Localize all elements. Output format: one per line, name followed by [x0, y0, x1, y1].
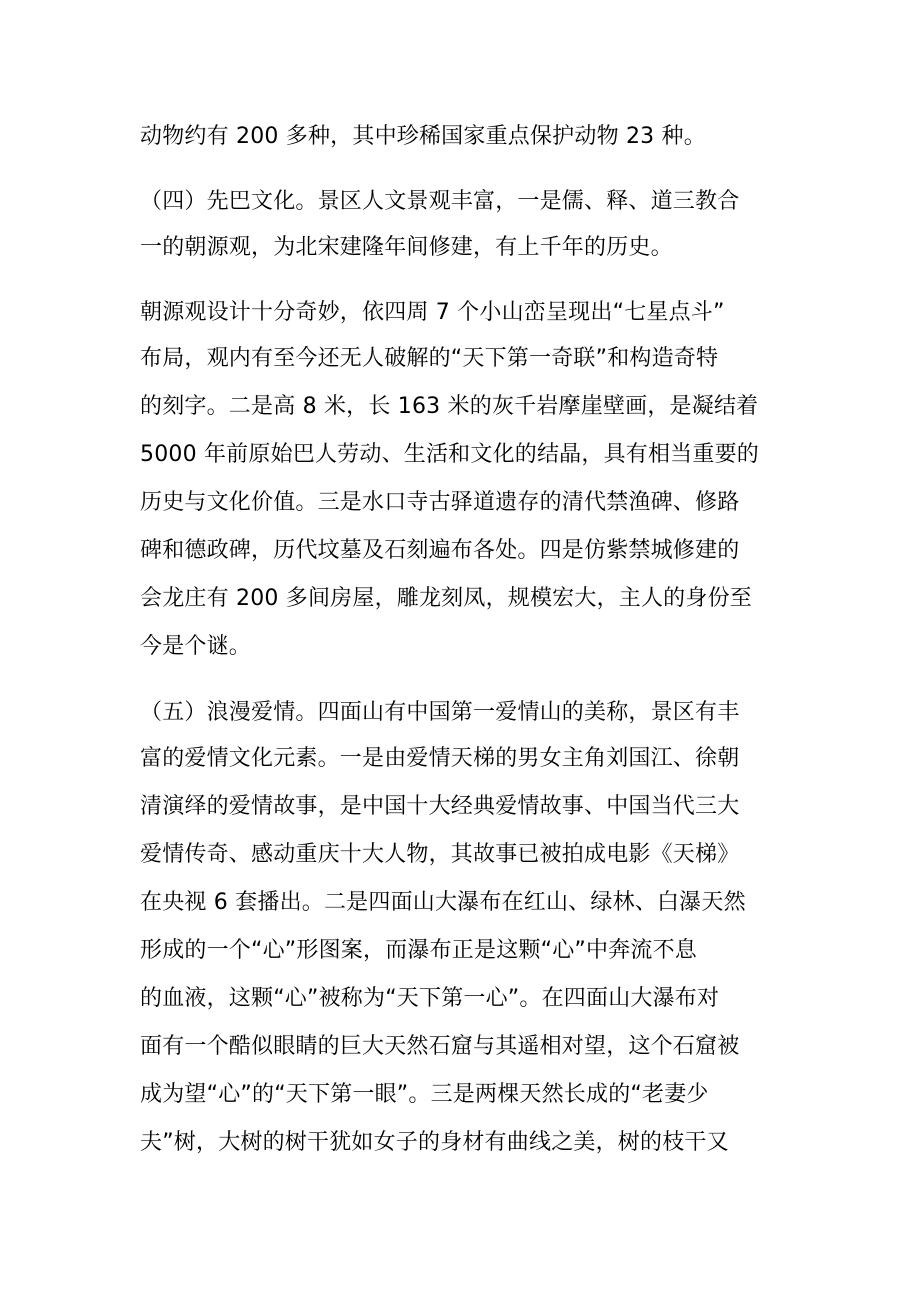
text-line: 成为望“心”的“天下第一眼”。三是两棵天然长成的“老妻少 [140, 1082, 709, 1107]
text-line: 布局，观内有至今还无人破解的“天下第一奇联”和构造奇特 [140, 346, 719, 371]
text-line: 爱情传奇、感动重庆十大人物，其故事已被拍成电影《天梯》 [140, 842, 740, 867]
text-line: 历史与文化价值。三是水口寺古驿道遗存的清代禁渔碑、修路 [140, 490, 740, 515]
text-line: 朝源观设计十分奇妙，依四周 7 个小山峦呈现出“七星点斗” [140, 300, 725, 325]
text-line: 碑和德政碑，历代坟墓及石刻遍布各处。四是仿紫禁城修建的 [140, 538, 740, 563]
text-line: 形成的一个“心”形图案，而瀑布正是这颗“心”中奔流不息 [140, 938, 697, 963]
text-line: 夫”树，大树的树干犹如女子的身材有曲线之美，树的枝干又 [140, 1130, 729, 1155]
text-line: 富的爱情文化元素。一是由爱情天梯的男女主角刘国江、徐朝 [140, 746, 740, 771]
text-line: 的血液，这颗“心”被称为“天下第一心”。在四面山大瀑布对 [140, 986, 720, 1011]
text-line: 清演绎的爱情故事，是中国十大经典爱情故事、中国当代三大 [140, 794, 740, 819]
text-line: 的刻字。二是高 8 米，长 163 米的灰千岩摩崖壁画，是凝结着 [140, 394, 759, 419]
text-line: 5000 年前原始巴人劳动、生活和文化的结晶，具有相当重要的 [140, 442, 759, 467]
text-line: 动物约有 200 多种，其中珍稀国家重点保护动物 23 种。 [140, 124, 706, 149]
text-line: 一的朝源观，为北宋建隆年间修建，有上千年的历史。 [140, 235, 673, 260]
text-line: 今是个谜。 [140, 634, 252, 659]
text-line: （四）先巴文化。景区人文景观丰富，一是儒、释、道三教合 [140, 189, 740, 214]
text-line: （五）浪漫爱情。四面山有中国第一爱情山的美称，景区有丰 [140, 700, 740, 725]
text-line: 在央视 6 套播出。二是四面山大瀑布在红山、绿林、白瀑天然 [140, 890, 746, 915]
text-line: 会龙庄有 200 多间房屋，雕龙刻凤，规模宏大，主人的身份至 [140, 586, 752, 611]
text-line: 面有一个酷似眼睛的巨大天然石窟与其遥相对望，这个石窟被 [140, 1034, 740, 1059]
